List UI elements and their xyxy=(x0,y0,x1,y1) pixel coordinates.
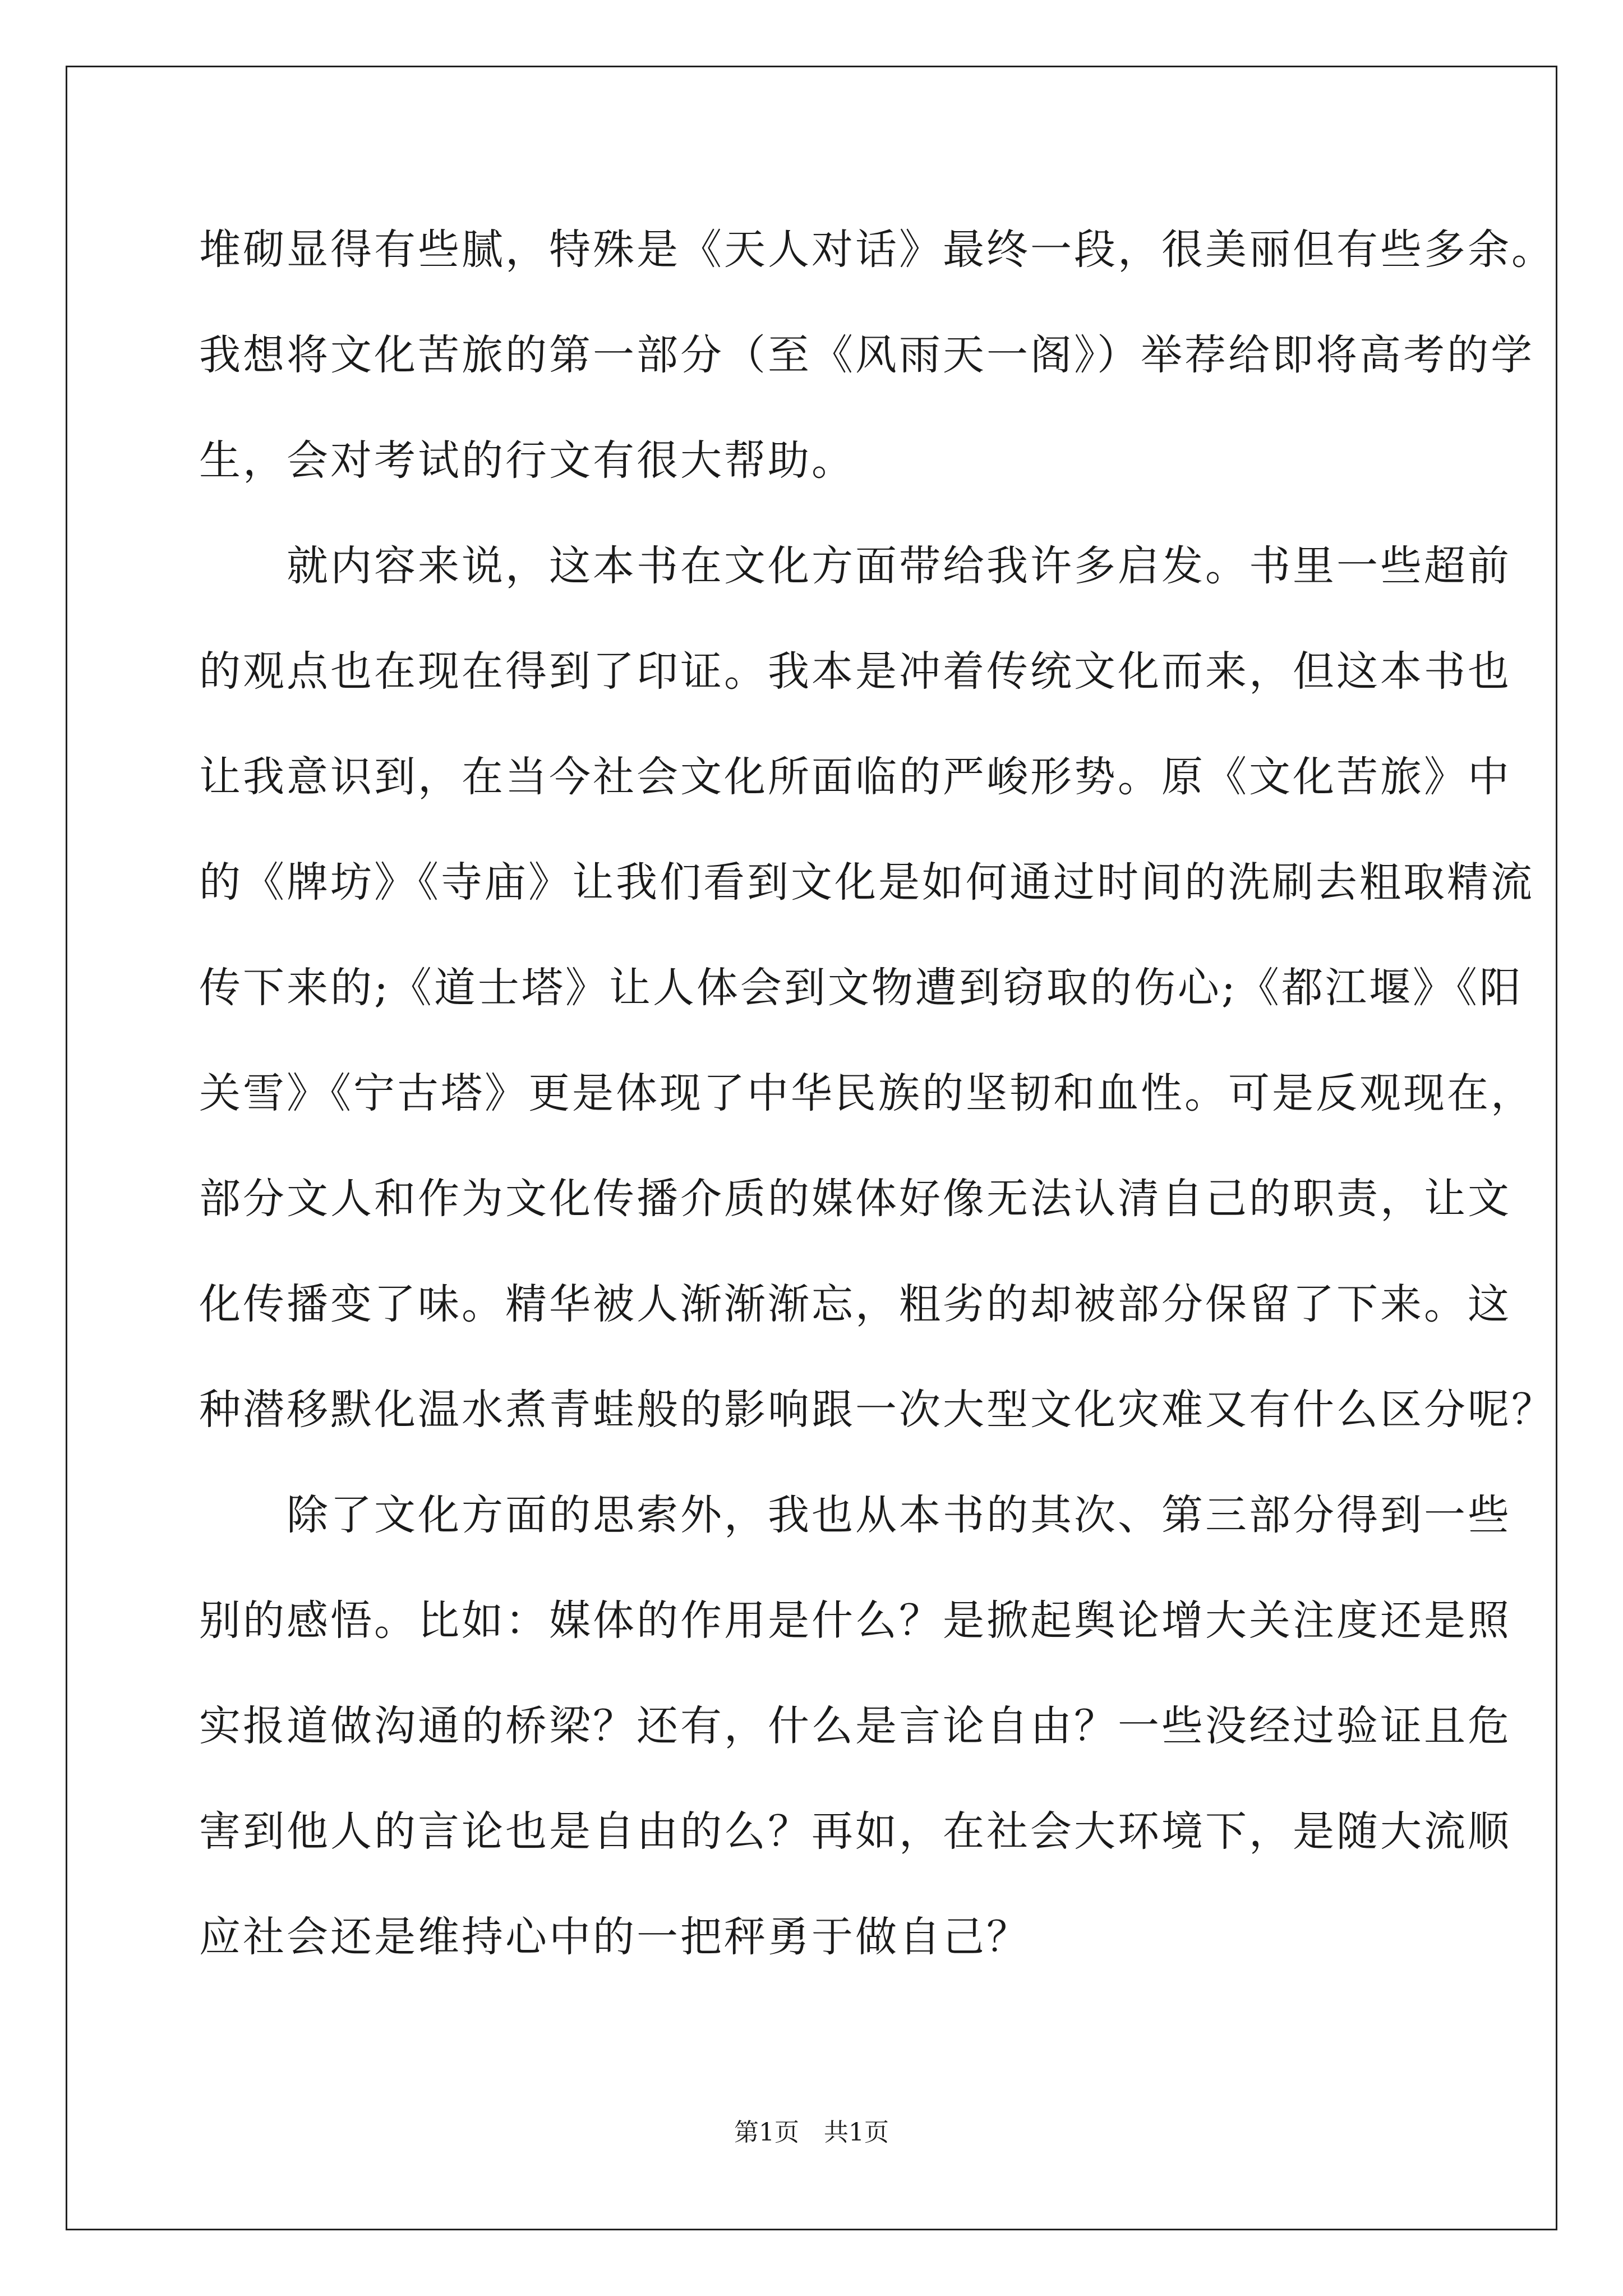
text-line: 除了文化方面的思索外，我也从本书的其次、第三部分得到一些 xyxy=(199,1491,1511,1539)
text-line: 我想将文化苦旅的第一部分（至《风雨天一阁》）举荐给即将高考的学 xyxy=(199,331,1534,379)
text-line: 化传播变了味。精华被人渐渐渐忘，粗劣的却被部分保留了下来。这 xyxy=(199,1280,1511,1328)
page-border xyxy=(66,66,1557,2230)
text-line: 堆砌显得有些腻，特殊是《天人对话》最终一段，很美丽但有些多余。 xyxy=(199,226,1555,274)
text-line: 就内容来说，这本书在文化方面带给我许多启发。书里一些超前 xyxy=(199,542,1511,590)
text-line: 实报道做沟通的桥梁？还有，什么是言论自由？一些没经过验证且危 xyxy=(199,1702,1511,1750)
text-line: 关雪》《宁古塔》更是体现了中华民族的坚韧和血性。可是反观现在， xyxy=(199,1069,1534,1117)
text-line: 的观点也在现在得到了印证。我本是冲着传统文化而来，但这本书也 xyxy=(199,647,1511,696)
text-line: 让我意识到，在当今社会文化所面临的严峻形势。原《文化苦旅》中 xyxy=(199,753,1511,801)
text-line: 生，会对考试的行文有很大帮助。 xyxy=(199,436,855,485)
text-line: 部分文人和作为文化传播介质的媒体好像无法认清自己的职责，让文 xyxy=(199,1175,1511,1223)
text-line: 害到他人的言论也是自由的么？再如，在社会大环境下，是随大流顺 xyxy=(199,1807,1511,1856)
text-line: 别的感悟。比如：媒体的作用是什么？是掀起舆论增大关注度还是照 xyxy=(199,1596,1511,1645)
text-line: 传下来的;《道士塔》让人体会到文物遭到窃取的伤心;《都江堰》《阳 xyxy=(199,964,1523,1012)
text-line: 应社会还是维持心中的一把秤勇于做自己？ xyxy=(199,1913,1030,1961)
page-footer: 第1页 共1页 xyxy=(734,2118,889,2147)
text-line: 的《牌坊》《寺庙》让我们看到文化是如何通过时间的洗刷去粗取精流 xyxy=(199,858,1534,907)
text-line: 种潜移默化温水煮青蛙般的影响跟一次大型文化灾难又有什么区分呢？ xyxy=(199,1386,1555,1434)
